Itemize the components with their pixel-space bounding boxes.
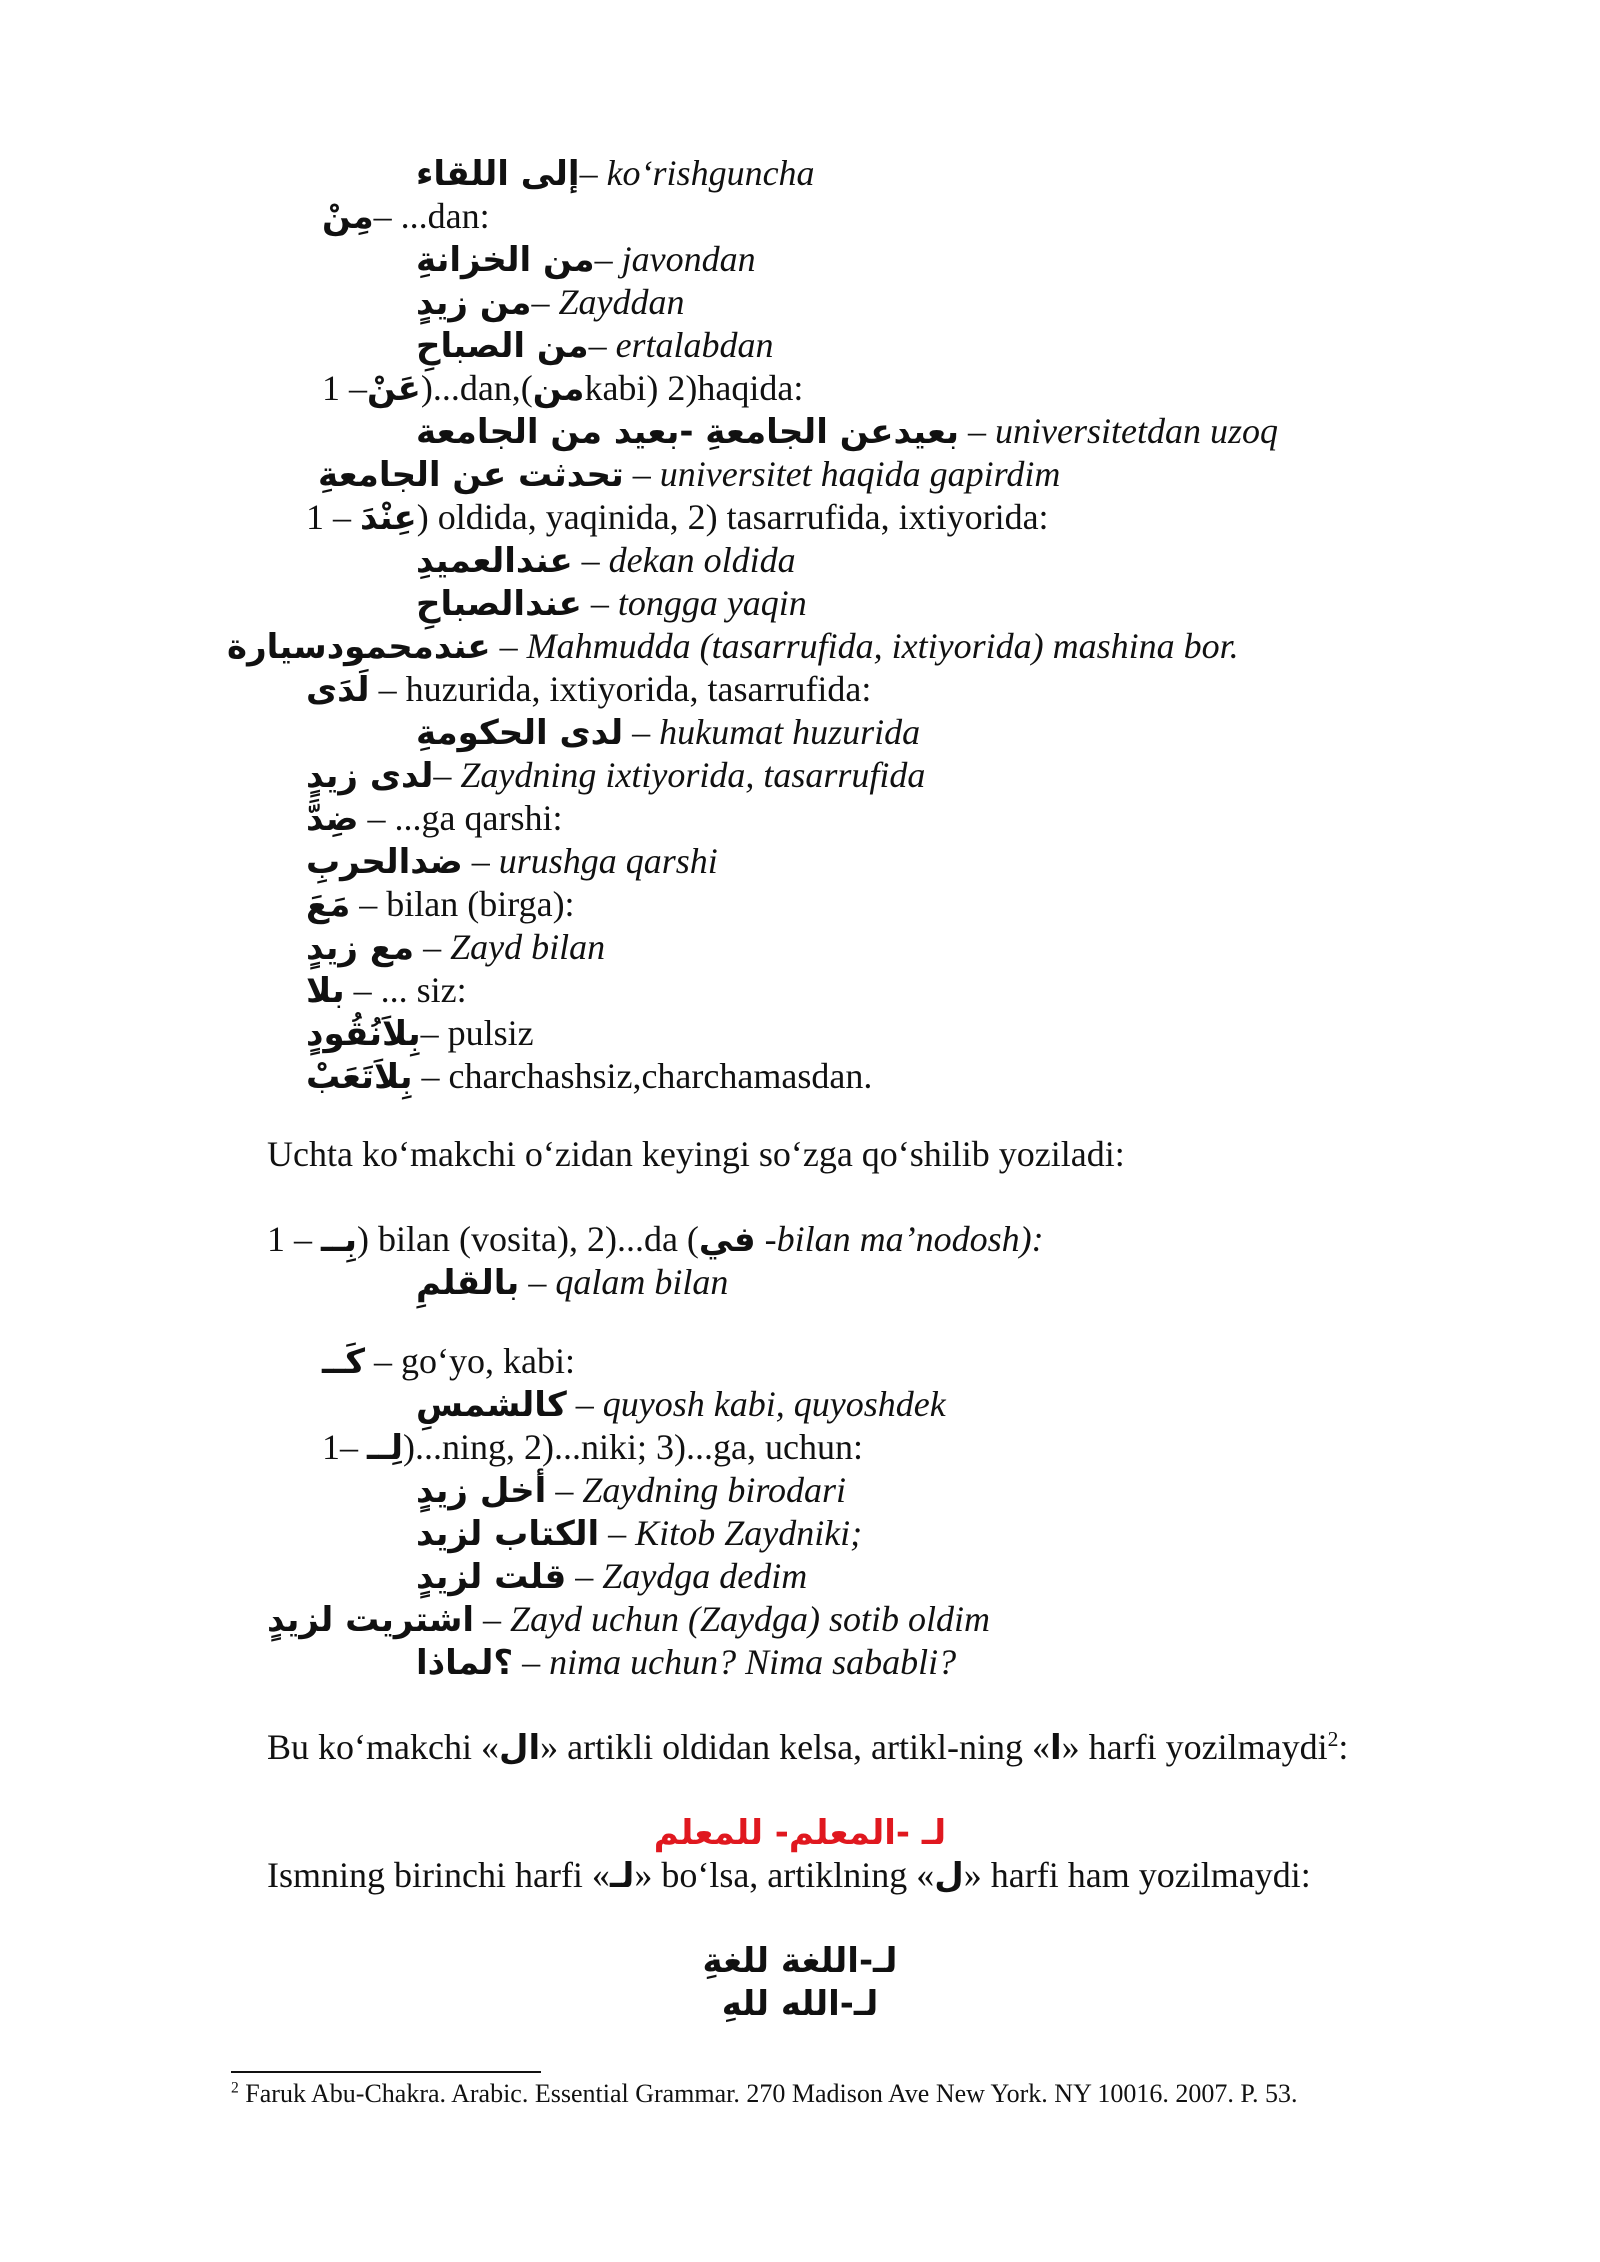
- footnote-ref: 2: [1327, 1727, 1339, 1751]
- entry-qultu-li-zayd: قلت لزيدٍ – Zaydga dedim: [416, 1556, 808, 1597]
- entry-min-as-sabah: من الصباحِ– ertalabdan: [416, 325, 774, 366]
- arabic-term: من الصباحِ: [416, 326, 589, 366]
- arabic-term: بِــ: [321, 1220, 358, 1260]
- entry-inda-al-amid: عندالعميدِ – dekan oldida: [416, 540, 796, 581]
- arabic-term: عندمحمودسيارة: [227, 627, 491, 667]
- arabic-term: من: [532, 369, 585, 409]
- arabic-term: كالشمسِ: [416, 1385, 567, 1425]
- entry-ishtaraytu-li-zayd: اشتريت لزيدٍ – Zayd uchun (Zaydga) sotib oldim: [267, 1599, 991, 1640]
- entry-maa: مَعَ – bilan (birga):: [306, 884, 575, 925]
- arabic-term: ل: [934, 1856, 964, 1896]
- arabic-term: عِنْدَ: [360, 498, 417, 538]
- entry-didda-al-harb: ضدالحربِ – urushga qarshi: [306, 841, 718, 882]
- entry-baid-an-al-jamia: بعيدعن الجامعةِ -بعيد من الجامعة – universitetdan uzoq: [416, 411, 1278, 452]
- footnote-separator: [231, 2071, 541, 2073]
- entry-bila-taab: بِلاَتَعَبْ – charchashsiz,charchamasdan.: [306, 1056, 873, 1097]
- red-example: لـ -المعلم- للمعلم: [653, 1813, 947, 1853]
- entry-an: 1 –عَنْ)...dan,(منkabi) 2)haqida:: [322, 368, 804, 409]
- entry-inda-as-sabah: عندالصباحِ – tongga yaqin: [416, 583, 807, 624]
- arabic-term: لَدَى: [306, 670, 370, 710]
- entry-al-kitab-li-zayd: الكتاب لزيد – Kitob Zaydniki;: [416, 1513, 863, 1554]
- entry-min-al-khizana: من الخزانةِ– javondan: [416, 239, 756, 280]
- entry-inda-mahmud: عندمحمودسيارة – Mahmudda (tasarrufida, ixtiyorida) mashina bor.: [227, 626, 1239, 667]
- arabic-term: في: [698, 1220, 756, 1260]
- entry-bi: 1 – بِــ) bilan (vosita), 2)...da (في -bilan ma’nodosh):: [267, 1219, 1044, 1260]
- entry-maa-zayd: مع زيدٍ – Zayd bilan: [306, 927, 606, 968]
- arabic-term: كَــ: [322, 1342, 366, 1382]
- arabic-term: بِلاَتَعَبْ: [306, 1057, 413, 1097]
- arabic-term: مَعَ: [306, 885, 351, 925]
- entry-lada-zayd: لدى زيدٍ– Zaydning ixtiyorida, tasarrufida: [306, 755, 926, 796]
- arabic-term: ضِدَّ: [306, 799, 359, 839]
- entry-min-zayd: من زيدٍ– Zayddan: [416, 282, 685, 323]
- arabic-term: ا: [1050, 1728, 1062, 1768]
- arabic-term: من الخزانةِ: [416, 240, 595, 280]
- entry-lada: لَدَى – huzurida, ixtiyorida, tasarrufida:: [306, 669, 872, 710]
- entry-didda: ضِدَّ – ...ga qarshi:: [306, 798, 563, 839]
- arabic-term: مع زيدٍ: [306, 928, 415, 968]
- arabic-term: عَنْ: [367, 369, 421, 409]
- footnote-number: 2: [231, 2079, 239, 2097]
- entry-bil-qalam: بالقلمِ – qalam bilan: [416, 1262, 729, 1303]
- example-lillah: لـ-الله للهِ: [721, 1984, 879, 2024]
- arabic-term: قلت لزيدٍ: [416, 1557, 567, 1597]
- paragraph-joined-prepositions: Uchta ko‘makchi o‘zidan keyingi so‘zga qo‘shilib yoziladi:: [267, 1134, 1125, 1174]
- arabic-term: عندالعميدِ: [416, 541, 573, 581]
- arabic-term: بِلاَنُقُودٍ: [306, 1014, 421, 1054]
- entry-tahaddathtu: تحدثت عن الجامعةِ – universitet haqida gapirdim: [318, 454, 1061, 495]
- entry-akh-zayd: أخل زيدٍ – Zaydning birodari: [416, 1470, 847, 1511]
- arabic-term: تحدثت عن الجامعةِ: [318, 455, 624, 495]
- arabic-term: ضدالحربِ: [306, 842, 463, 882]
- entry-min: مِنْ– ...dan:: [322, 196, 490, 237]
- entry-lada-al-hukuma: لدى الحكومةِ – hukumat huzurida: [416, 712, 921, 753]
- entry-kash-shams: كالشمسِ – quyosh kabi, quyoshdek: [416, 1384, 946, 1425]
- arabic-term: ال: [498, 1728, 541, 1768]
- entry-li: 1– لِــ)...ning, 2)...niki; 3)...ga, uchun:: [322, 1427, 863, 1468]
- footnote: [231, 2078, 1297, 2110]
- arabic-term: اشتريت لزيدٍ: [267, 1600, 475, 1640]
- arabic-term: لدى زيدٍ: [306, 756, 434, 796]
- arabic-term: مِنْ: [322, 197, 374, 237]
- entry-inda: 1 – عِنْدَ) oldida, yaqinida, 2) tasarrufida, ixtiyorida:: [306, 497, 1049, 538]
- entry-bila: بلا – ... siz:: [306, 970, 467, 1011]
- arabic-term: الكتاب لزيد: [416, 1514, 600, 1554]
- arabic-term: إلى اللقاء: [416, 154, 580, 194]
- entry-limadha: ؟لماذا – nima uchun? Nima sababli?: [416, 1642, 957, 1683]
- entry-ka: كَــ – go‘yo, kabi:: [322, 1341, 575, 1382]
- paragraph-lam-rule: Ismning birinchi harfi «لـ» bo‘lsa, artiklning «ل» harfi ham yozilmaydi:: [267, 1855, 1311, 1896]
- entry-bila-nuqud: بِلاَنُقُودٍ– pulsiz: [306, 1013, 534, 1054]
- arabic-term: ؟لماذا: [416, 1643, 514, 1683]
- paragraph-article-rule: Bu ko‘makchi «ال» artikli oldidan kelsa, artikl-ning «ا» harfi yozilmaydi$^2$:: [267, 1727, 1349, 1768]
- arabic-term: بالقلمِ: [416, 1263, 520, 1303]
- arabic-term: لِــ: [367, 1428, 404, 1468]
- arabic-term: بعيدعن الجامعةِ -بعيد من الجامعة: [416, 412, 959, 452]
- entry-ila-al-liqa: إلى اللقاء– ko‘rishguncha: [416, 153, 815, 194]
- arabic-term: لـ: [609, 1856, 635, 1896]
- arabic-term: من زيدٍ: [416, 283, 532, 323]
- arabic-term: بلا: [306, 971, 345, 1011]
- arabic-term: لدى الحكومةِ: [416, 713, 624, 753]
- footnote-text: Faruk Abu-Chakra. Arabic. Essential Grammar. 270 Madison Ave New York. NY 10016. 2007. P. 53.: [238, 2079, 1298, 2108]
- example-lil-lugha: لـ-اللغة للغةِ: [702, 1941, 898, 1981]
- arabic-term: عندالصباحِ: [416, 584, 582, 624]
- arabic-term: أخل زيدٍ: [416, 1471, 547, 1511]
